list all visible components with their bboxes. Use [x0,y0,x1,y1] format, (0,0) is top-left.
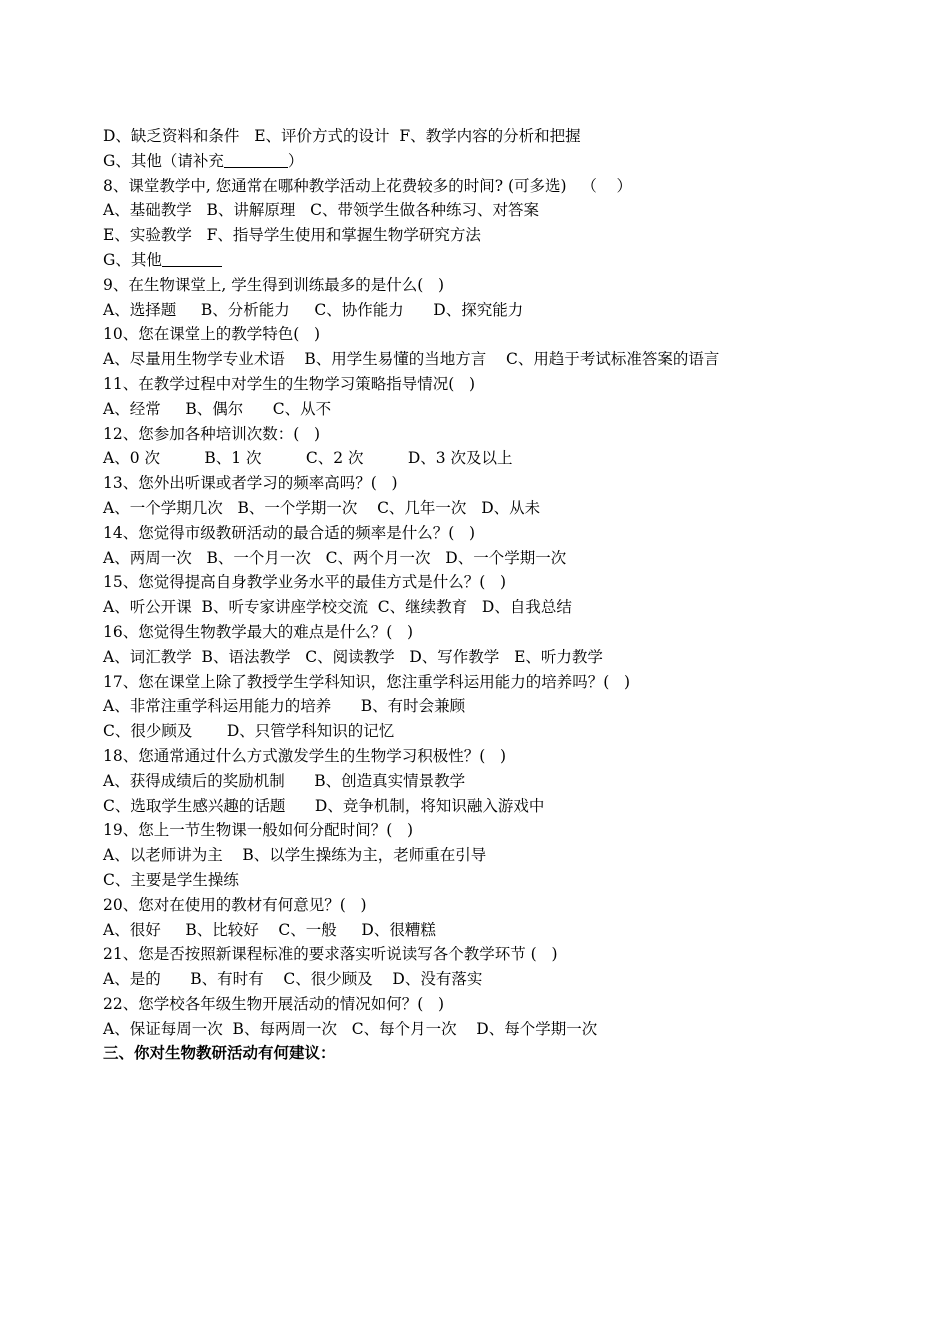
question-16: 16、您觉得生物教学最大的难点是什么？( ) [103,622,414,641]
fill-in-blank[interactable] [162,250,222,267]
question-10: 10、您在课堂上的教学特色( ) [103,325,321,344]
option-line: A、以老师讲为主 B、以学生操练为主，老师重在引导 [103,846,487,865]
option-text: ） [287,151,304,170]
option-line: A、获得成绩后的奖励机制 B、创造真实情景教学 [103,771,466,790]
option-line: A、基础教学 B、讲解原理 C、带领学生做各种练习、对答案 [103,201,540,220]
question-15: 15、您觉得提高自身教学业务水平的最佳方式是什么？( ) [103,573,507,592]
option-line: A、很好 B、比较好 C、一般 D、很糟糕 [103,920,436,939]
option-line: C、主要是学生操练 [103,870,239,889]
option-line: A、听公开课 B、听专家讲座学校交流 C、继续教育 D、自我总结 [103,598,572,617]
option-line: A、词汇教学 B、语法教学 C、阅读教学 D、写作教学 E、听力教学 [103,647,603,666]
question-8: 8、课堂教学中, 您通常在哪种教学活动上花费较多的时间? (可多选) （ ） [103,176,633,195]
fill-in-blank[interactable] [224,151,288,168]
option-line: A、经常 B、偶尔 C、从不 [103,399,332,418]
option-line: A、非常注重学科运用能力的培养 B、有时会兼顾 [103,697,466,716]
option-line: C、选取学生感兴趣的话题 D、竞争机制，将知识融入游戏中 [103,796,545,815]
option-line: A、选择题 B、分析能力 C、协作能力 D、探究能力 [103,300,524,319]
option-line: A、一个学期几次 B、一个学期一次 C、几年一次 D、从未 [103,498,541,517]
question-21: 21、您是否按照新课程标准的要求落实听说读写各个教学环节 ( ) [103,945,558,964]
option-line-other-fill [103,149,863,174]
questionnaire-body [103,124,863,1066]
option-text: G、其他（请补充 [103,151,224,170]
section-heading: 三、你对生物教研活动有何建议： [103,1043,336,1063]
question-11: 11、在教学过程中对学生的生物学习策略指导情况( ) [103,374,476,393]
option-line: A、保证每周一次 B、每两周一次 C、每个月一次 D、每个学期一次 [103,1019,598,1038]
question-13: 13、您外出听课或者学习的频率高吗？( ) [103,474,398,493]
option-line: A、0 次 B、1 次 C、2 次 D、3 次及以上 [103,449,513,468]
option-line-other-fill [103,248,863,273]
question-22: 22、您学校各年级生物开展活动的情况如何？( ) [103,994,445,1013]
question-18: 18、您通常通过什么方式激发学生的生物学习积极性？( ) [103,746,507,765]
question-20: 20、您对在使用的教材有何意见？( ) [103,895,367,914]
question-12: 12、您参加各种培训次数：( ) [103,424,321,443]
option-line: A、尽量用生物学专业术语 B、用学生易懂的当地方言 C、用趋于考试标准答案的语言 [103,350,720,369]
option-line: A、两周一次 B、一个月一次 C、两个月一次 D、一个学期一次 [103,548,567,567]
option-text: G、其他 [103,250,162,269]
question-14: 14、您觉得市级教研活动的最合适的频率是什么？( ) [103,523,476,542]
option-line: E、实验教学 F、指导学生使用和掌握生物学研究方法 [103,226,481,245]
question-9: 9、在生物课堂上, 学生得到训练最多的是什么( ) [103,275,445,294]
option-line: A、是的 B、有时有 C、很少顾及 D、没有落实 [103,970,483,989]
question-19: 19、您上一节生物课一般如何分配时间？( ) [103,821,414,840]
question-17: 17、您在课堂上除了教授学生学科知识，您注重学科运用能力的培养吗？( ) [103,672,631,691]
option-line: C、很少顾及 D、只管学科知识的记忆 [103,722,395,741]
option-line: D、缺乏资料和条件 E、评价方式的设计 F、教学内容的分析和把握 [103,127,581,145]
